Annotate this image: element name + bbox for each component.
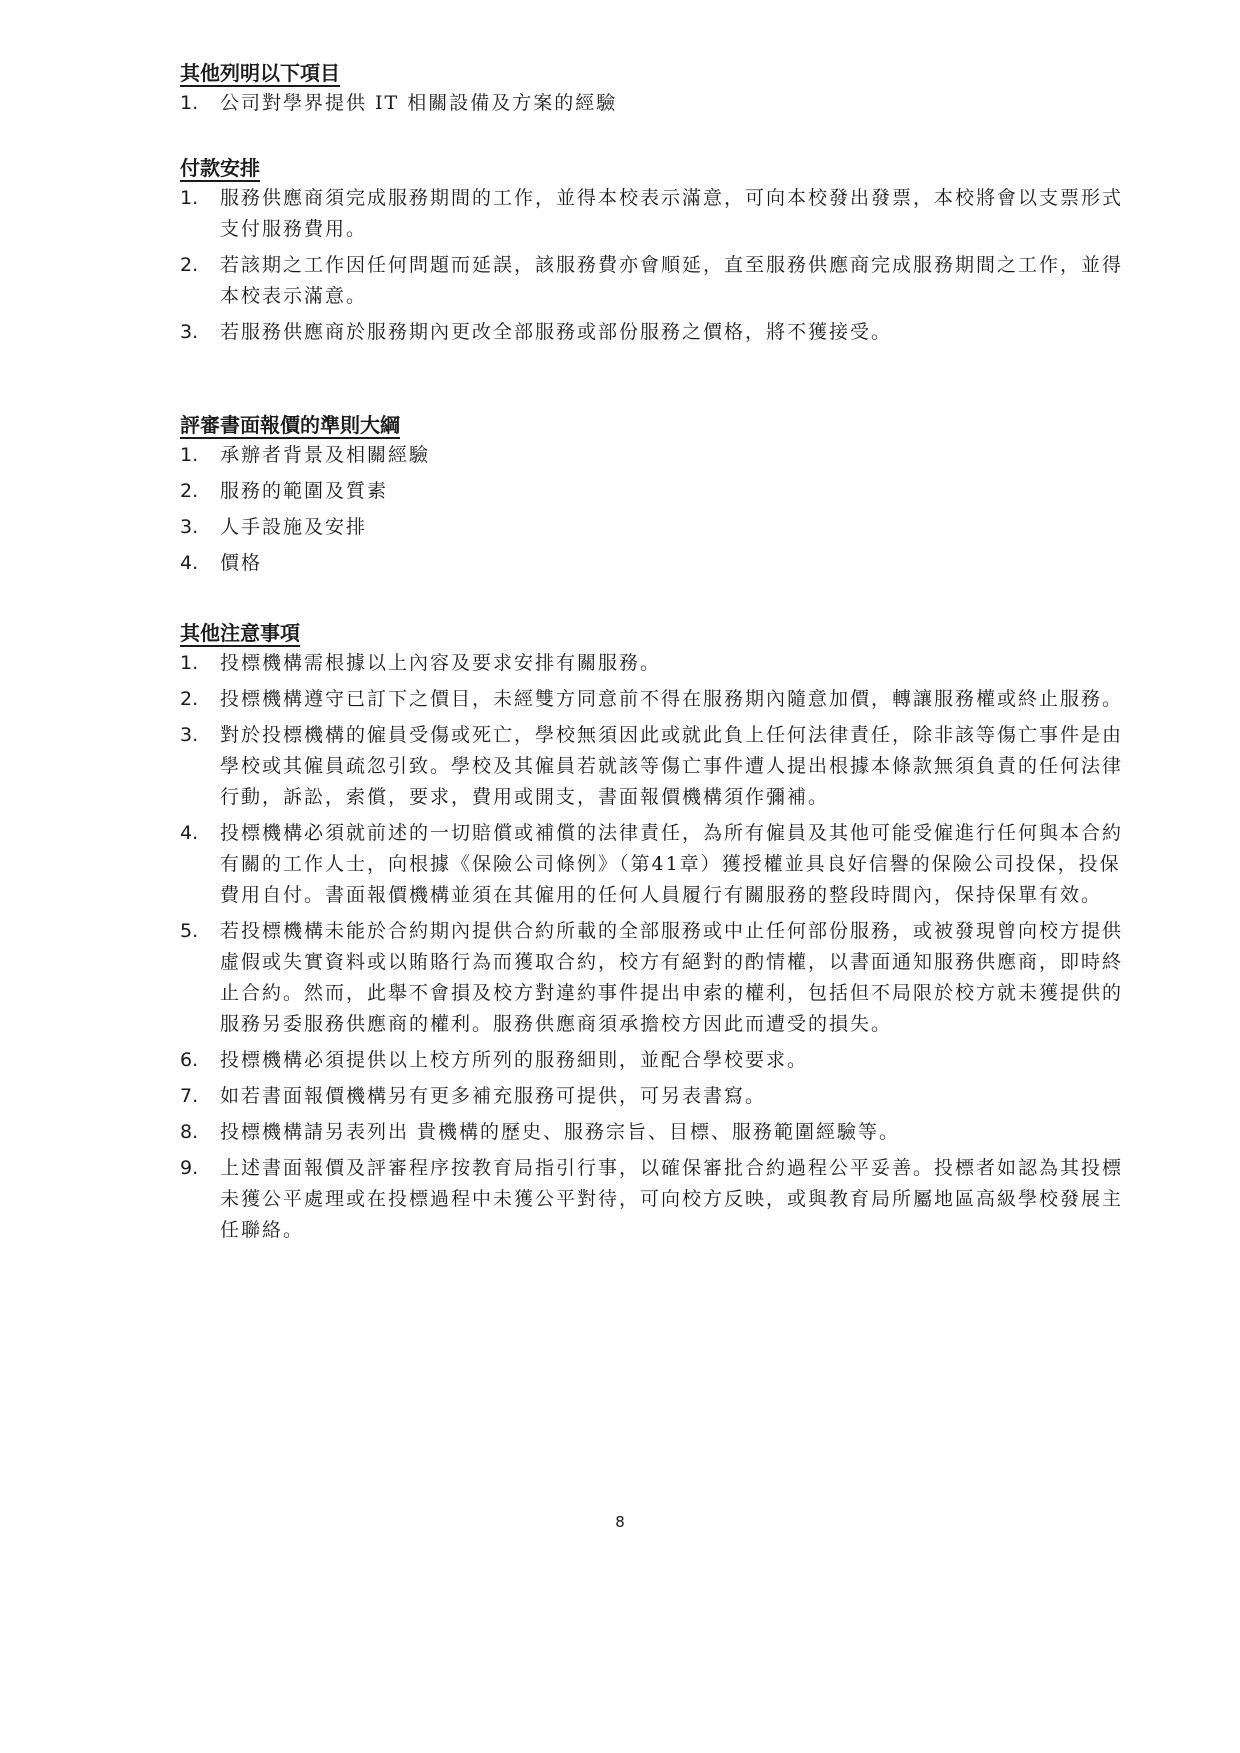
item-text: 如若書面報價機構另有更多補充服務可提供，可另表書寫。: [220, 1085, 767, 1107]
item-text: 價格: [220, 552, 263, 574]
item-number: 1.: [180, 92, 199, 114]
list-item: [180, 317, 1130, 348]
item-text: 服務的範圍及質素: [220, 480, 389, 502]
item-number: 1.: [180, 444, 199, 466]
list-item: [180, 648, 1130, 679]
list-item: [180, 1117, 1130, 1148]
item-text: 承辦者背景及相關經驗: [220, 444, 431, 466]
item-text: 若該期之工作因任何問題而延誤，該服務費亦會順延，直至服務供應商完成服務期間之工作，並得本校表示滿意。: [220, 254, 1124, 307]
list-item: [180, 720, 1130, 813]
list-item: [180, 88, 1130, 119]
item-text: 投標機構遵守已訂下之價目，未經雙方同意前不得在服務期內隨意加價，轉讓服務權或終止服務。: [220, 688, 1124, 710]
section-heading: 其他列明以下項目: [180, 61, 340, 85]
item-text: 服務供應商須完成服務期間的工作，並得本校表示滿意，可向本校發出發票，本校將會以支票形式支付服務費用。: [220, 187, 1124, 240]
item-number: 6.: [180, 1049, 199, 1071]
list-item: [180, 548, 1130, 579]
item-number: 1.: [180, 187, 199, 209]
list-item: [180, 1153, 1130, 1246]
item-number: 2.: [180, 254, 199, 276]
item-number: 2.: [180, 480, 199, 502]
page-number: 8: [615, 1513, 625, 1531]
section-other-items: [180, 58, 1130, 124]
section-heading: 付款安排: [180, 156, 260, 180]
item-number: 9.: [180, 1157, 199, 1179]
item-text: 投標機構請另表列出 貴機構的歷史、服務宗旨、目標、服務範圍經驗等。: [220, 1121, 901, 1143]
item-number: 8.: [180, 1121, 199, 1143]
list-item: [180, 916, 1130, 1040]
item-number: 7.: [180, 1085, 199, 1107]
item-text: 人手設施及安排: [220, 516, 368, 538]
section-heading: 評審書面報價的準則大綱: [180, 413, 400, 437]
item-number: 4.: [180, 822, 199, 844]
list-item: [180, 818, 1130, 911]
list-item: [180, 183, 1130, 245]
item-list: [180, 183, 1130, 348]
item-number: 2.: [180, 688, 199, 710]
list-item: [180, 512, 1130, 543]
item-list: [180, 648, 1130, 1246]
list-item: [180, 1045, 1130, 1076]
item-list: [180, 440, 1130, 579]
section-payment-arrangement: [180, 153, 1130, 353]
list-item: [180, 1081, 1130, 1112]
item-number: 3.: [180, 321, 199, 343]
item-text: 公司對學界提供 IT 相關設備及方案的經驗: [220, 92, 618, 114]
item-number: 3.: [180, 516, 199, 538]
item-text: 投標機構需根據以上內容及要求安排有關服務。: [220, 652, 662, 674]
item-number: 1.: [180, 652, 199, 674]
list-item: [180, 250, 1130, 312]
item-list: [180, 88, 1130, 119]
item-text: 對於投標機構的僱員受傷或死亡，學校無須因此或就此負上任何法律責任，除非該等傷亡事件是由學校或其僱員疏忽引致。學校及其僱員若就該等傷亡事件遭人提出根據本條款無須負責的任何法律行動，訴訟，索償，要求，費用或開支，書面報價機構須作彌補。: [220, 724, 1124, 808]
section-heading: 其他注意事項: [180, 621, 300, 645]
list-item: [180, 440, 1130, 471]
item-text: 若投標機構未能於合約期內提供合約所載的全部服務或中止任何部份服務，或被發現曾向校方提供虛假或失實資料或以賄賂行為而獲取合約，校方有絕對的酌情權，以書面通知服務供應商，即時終止合約。然而，此舉不會損及校方對違約事件提出申索的權利，包括但不局限於校方就未獲提供的服務另委服務供應商的權利。服務供應商須承擔校方因此而遭受的損失。: [220, 920, 1124, 1035]
item-number: 3.: [180, 724, 199, 746]
item-text: 若服務供應商於服務期內更改全部服務或部份服務之價格，將不獲接受。: [220, 321, 893, 343]
list-item: [180, 476, 1130, 507]
section-evaluation-criteria: [180, 410, 1130, 584]
item-text: 上述書面報價及評審程序按教育局指引行事，以確保審批合約過程公平妥善。投標者如認為其投標未獲公平處理或在投標過程中未獲公平對待，可向校方反映，或與教育局所屬地區高級學校發展主任聯絡。: [220, 1157, 1124, 1241]
item-number: 5.: [180, 920, 199, 942]
item-number: 4.: [180, 552, 199, 574]
item-text: 投標機構必須就前述的一切賠償或補償的法律責任，為所有僱員及其他可能受僱進行任何與本合約有關的工作人士，向根據《保險公司條例》（第41章）獲授權並具良好信譽的保險公司投保，投保費用自付。書面報價機構並須在其僱用的任何人員履行有關服務的整段時間內，保持保單有效。: [220, 822, 1124, 906]
item-text: 投標機構必須提供以上校方所列的服務細則，並配合學校要求。: [220, 1049, 809, 1071]
list-item: [180, 684, 1130, 715]
section-other-notes: [180, 618, 1130, 1251]
